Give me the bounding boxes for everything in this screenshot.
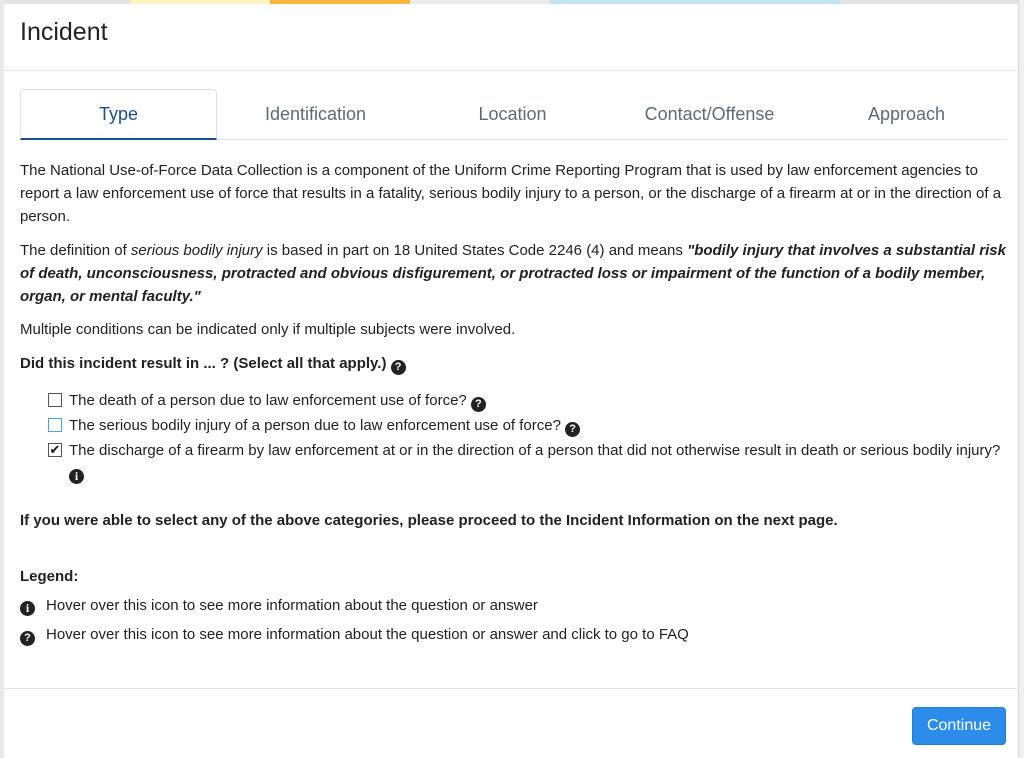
legend-title: Legend: [20,568,79,585]
option-death[interactable] [48,389,1010,412]
multiple-conditions-note: Multiple conditions can be indicated only if multiple subjects were involved. [20,321,516,338]
definition-term: serious bodily injury [130,242,263,259]
incident-options [20,389,1010,485]
incident-question [20,352,1010,375]
tab-location[interactable]: Location [478,104,547,124]
firearm-discharge-checkbox[interactable]: ✔ [49,442,61,457]
option-label: The discharge of a firearm by law enforcement at or in the direction of a person that did not otherwise result in death or serious bodily injury? [69,442,1001,459]
question-circle-icon: ? [20,631,35,646]
definition-quote: "bodily injury that involves a substantial risk of death, unconsciousness, protracted and obvious disfigurement, or protracted loss or impairment of the function of a bodily member, organ, or mental faculty." [20,242,1006,305]
modal-header [4,4,1017,71]
definition-middle: is based in part on 18 United States Code 2246 (4) and means [262,242,688,259]
death-checkbox[interactable] [48,393,62,407]
serious-injury-checkbox[interactable] [48,418,62,432]
option-serious-injury[interactable] [48,414,1010,437]
question-circle-icon[interactable]: ? [471,397,486,412]
definition-prefix: The definition of [20,242,131,259]
tab-approach[interactable]: Approach [867,104,946,124]
modal-footer [4,688,1017,758]
legend-faq-row [20,623,1010,646]
modal-title: Incident [20,18,108,46]
intro-paragraph: The National Use-of-Force Data Collection is a component of the Uniform Crime Reporting Program that is used by law enforcement agencies to report a law enforcement use of force that results in a fatality, serious bodily injury to a person, or the discharge of a firearm at or in the direction of a person. [20,162,1002,225]
info-circle-icon[interactable]: i [69,469,84,484]
legend-faq-text: Hover over this icon to see more information about the question or answer and click to go to FAQ [46,626,689,643]
proceed-instruction: If you were able to select any of the above categories, please proceed to the Incident Information on the next page. [20,512,838,529]
option-label: The death of a person due to law enforcement use of force? [69,392,467,409]
question-circle-icon[interactable]: ? [565,422,580,437]
info-circle-icon: i [20,601,35,616]
incident-modal [4,4,1017,758]
definition-paragraph [20,239,1010,308]
tab-identification[interactable]: Identification [264,104,367,124]
incident-tabs [20,89,1006,140]
incident-question-text: Did this incident result in ... ? (Select all that apply.) [20,355,387,372]
legend-info-text: Hover over this icon to see more information about the question or answer [46,597,538,614]
continue-button[interactable]: Continue [912,707,1006,745]
legend-info-row [20,594,1010,617]
question-circle-icon[interactable]: ? [391,360,406,375]
tab-contact-offense[interactable]: Contact/Offense [644,104,775,124]
option-firearm-discharge[interactable] [48,439,1010,485]
type-tab-content [20,159,1010,646]
tab-type[interactable]: Type [20,89,217,140]
backdrop-scrollbar[interactable] [1018,0,1024,758]
option-label: The serious bodily injury of a person due to law enforcement use of force? [69,417,561,434]
